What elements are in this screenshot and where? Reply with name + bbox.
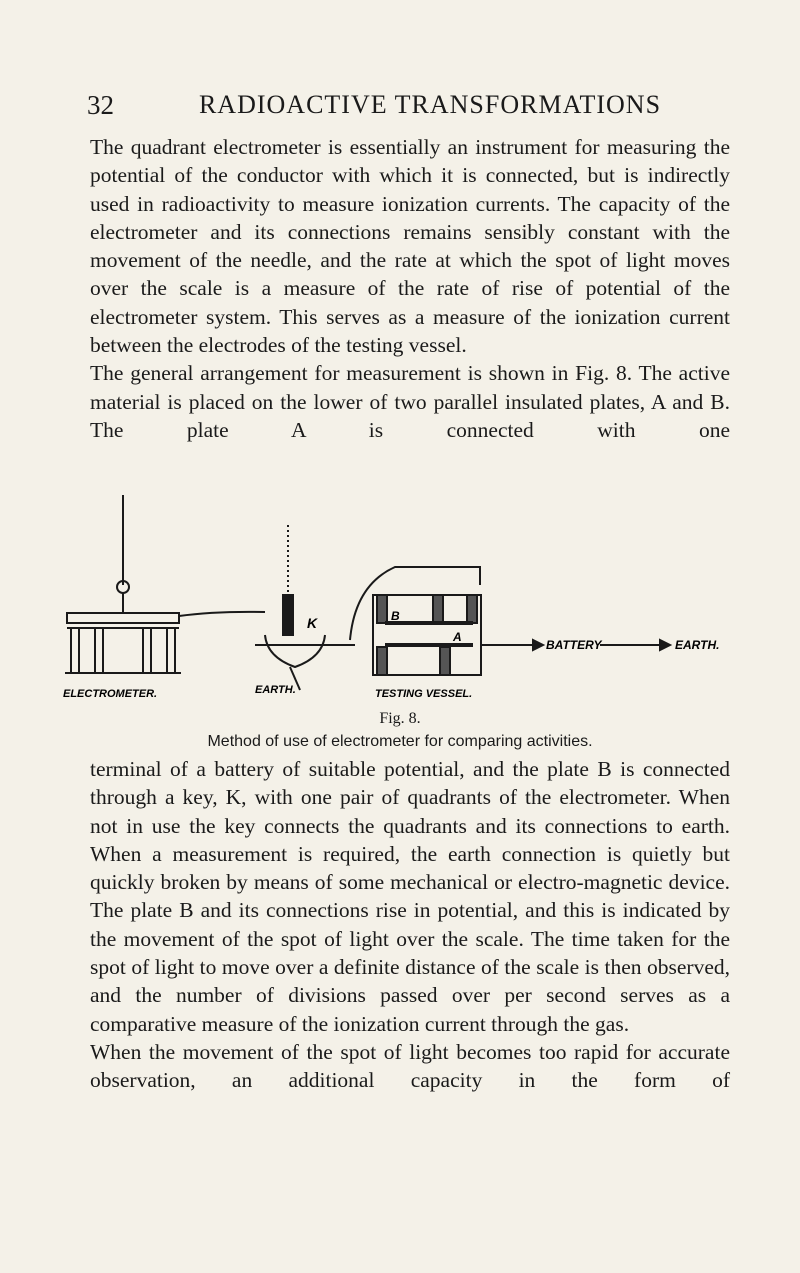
body-text-bottom — [90, 755, 730, 1095]
paragraph: The quadrant electrometer is essentially an instrument for measuring the potential of the conductor with which it is connected, but is indirectly used in radioactivity to measure ionization currents. The capacity of the electrometer and its connections remains sensibly constant with the movement of the needle, and the rate at which the spot of light moves over the scale is a measure of the rate of rise of potential of the electrometer system. This serves as a measure of the ionization current between the electrodes of the testing vessel. — [90, 135, 730, 358]
testing-vessel-box — [373, 595, 481, 675]
running-head: RADIOACTIVE TRANSFORMATIONS — [198, 90, 662, 119]
figure-number: Fig. 8. — [379, 710, 421, 727]
label-electrometer: ELECTROMETER. — [63, 688, 158, 700]
body-text-top — [90, 133, 730, 444]
paragraph: When the movement of the spot of light becomes too rapid for accurate observation, an additional capacity in the form of — [90, 1039, 730, 1093]
label-earth-right: EARTH. — [675, 638, 720, 652]
figure-caption: Method of use of electrometer for comparing activities. — [207, 733, 593, 750]
label-plate-b: B — [391, 609, 400, 623]
quadrant-leg-left — [71, 628, 79, 673]
electrometer-diagram — [55, 485, 755, 700]
label-battery: BATTERY — [546, 638, 602, 652]
key-cup — [265, 635, 325, 667]
label-plate-a: A — [453, 630, 462, 644]
quadrant-top — [67, 613, 179, 623]
label-key: K — [307, 615, 318, 631]
page-header — [50, 90, 750, 130]
paragraph: The general arrangement for measurement is shown in Fig. 8. The active material is placed on the lower of two parallel insulated plates, A and B. The plate A is connected with one — [90, 361, 730, 442]
label-testing-vessel: TESTING VESSEL. — [375, 688, 473, 700]
wire-to-key — [179, 612, 265, 616]
page-number: 32 — [87, 90, 114, 120]
label-earth-bottom: EARTH. — [255, 684, 296, 696]
paragraph: terminal of a battery of suitable potential, and the plate B is connected through a key, K, with one pair of quadrants of the electrometer. When not in use the key connects the quadrants and its connections to earth. When a measurement is required, the earth connection is quietly but quickly broken by means of some mechanical or electro-magnetic device. The plate B and its connections rise in potential, and this is indicated by the movement of the spot of light over the scale. The time taken for the spot of light to move over a definite distance of the scale is then observed, and the number of divisions passed over per second serves as a comparative measure of the ionization current through the gas. — [90, 757, 730, 1036]
quadrant-leg-right — [167, 628, 175, 673]
figure-diagram — [55, 485, 755, 700]
key-block — [283, 595, 293, 635]
